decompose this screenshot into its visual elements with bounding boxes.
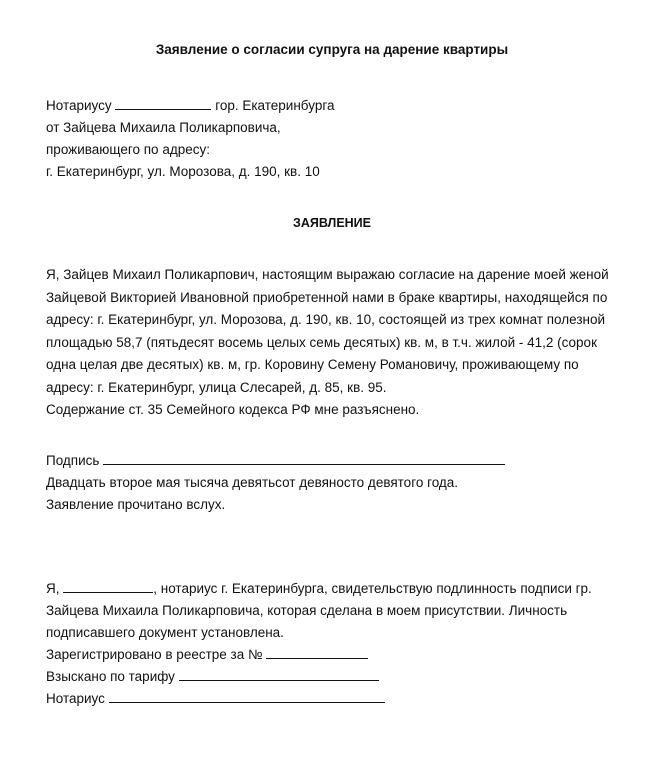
body-line: Зайцевой Викторией Ивановной приобретенной нами в браке квартиры, находящейся по [46, 289, 608, 305]
statement-body [46, 264, 636, 422]
notary-line-1-suffix: , нотариус г. Екатеринбурга, свидетельствую подлинность подписи гр. [153, 581, 592, 596]
tariff-blank [179, 666, 379, 681]
read-aloud-line: Заявление прочитано вслух. [46, 497, 226, 512]
body-line: площадью 58,7 (пятьдесят восемь целых семь десятых) кв. м, в т.ч. жилой - 41,2 (сорок [46, 334, 597, 350]
notary-line-2: Зайцева Михаила Поликарповича, которая сделана в моем присутствии. Личность [46, 603, 568, 618]
tariff-line [46, 666, 636, 688]
residing-line: проживающего по адресу: [46, 142, 210, 157]
body-line: адресу: г. Екатеринбург, улица Слесарей, д. 85, кв. 95. [46, 379, 387, 395]
body-line: адресу: г. Екатеринбург, ул. Морозова, д. 190, кв. 10, состоящей из трех комнат полезной [46, 312, 606, 327]
registry-number-blank [266, 644, 368, 659]
notary-line-1 [46, 578, 636, 600]
body-line: Содержание ст. 35 Семейного кодекса РФ мне разъяснено. [46, 402, 420, 417]
body-line: Я, Зайцев Михаил Поликарпович, настоящим выражаю согласие на дарение моей женой [46, 267, 609, 282]
addressee-block [46, 95, 636, 183]
notary-label: Нотариусу [46, 98, 112, 113]
notary-addressee-line [46, 95, 636, 117]
notary-line-1-prefix: Я, [46, 581, 60, 596]
notary-name-blank [63, 578, 153, 593]
body-line: одна целая две десятых) кв. м, гр. Коровину Семену Романовичу, проживающему по [46, 357, 579, 372]
signature-blank [103, 450, 505, 465]
address-line: г. Екатеринбург, ул. Морозова, д. 190, кв. 10 [46, 164, 320, 179]
notary-line-3: подписавшего документ установлена. [46, 625, 284, 640]
signature-label: Подпись [46, 453, 100, 468]
notary-signature-label: Нотариус [46, 691, 105, 706]
statement-heading: ЗАЯВЛЕНИЕ [292, 216, 371, 230]
from-line: от Зайцева Михаила Поликарповича, [46, 120, 281, 135]
signature-block [46, 450, 636, 516]
notary-signature-blank [109, 688, 385, 703]
signature-line [46, 450, 636, 472]
registry-label: Зарегистрировано в реестре за № [46, 647, 263, 662]
document-title: Заявление о согласии супруга на дарение квартиры [155, 42, 509, 57]
notary-name-blank [115, 95, 211, 110]
registry-line [46, 644, 636, 666]
tariff-label: Взыскано по тарифу [46, 669, 175, 684]
notary-certification-block [46, 578, 636, 710]
notary-signature-line [46, 688, 636, 710]
notary-city: гор. Екатеринбурга [215, 98, 335, 113]
date-line: Двадцать второе мая тысяча девятьсот девяносто девятого года. [46, 475, 459, 490]
